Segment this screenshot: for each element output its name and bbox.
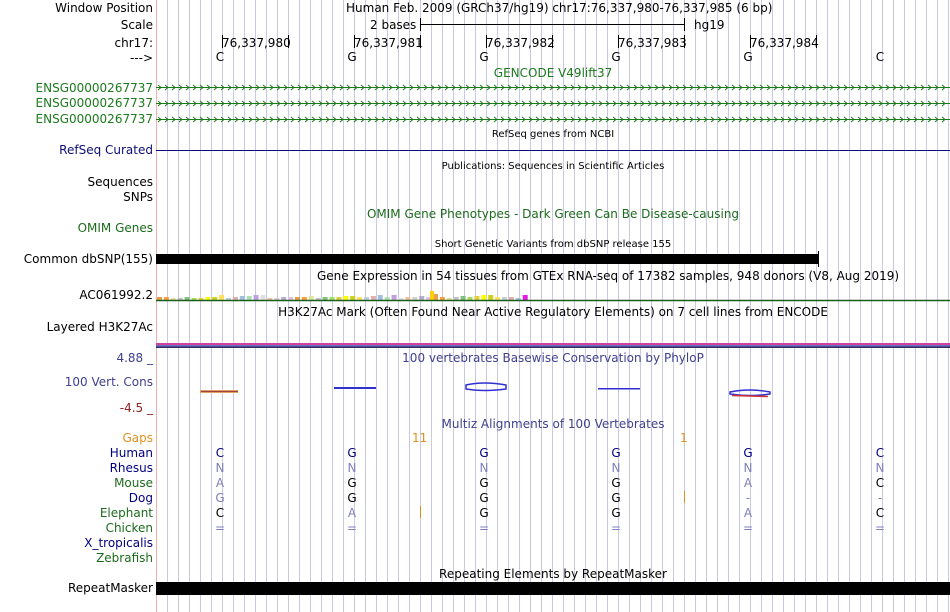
gtex-tissue-bar: [316, 298, 321, 300]
alignment-base: =: [742, 521, 754, 535]
gtex-tissue-bar: [274, 298, 279, 300]
alignment-base: A: [743, 506, 753, 520]
repeatmasker-track-label[interactable]: RepeatMasker: [67, 581, 153, 595]
gtex-tissue-bar: [474, 296, 479, 300]
gencode-track-title[interactable]: GENCODE V49lift37: [493, 66, 613, 80]
alignment-base: =: [478, 521, 490, 535]
gtex-tissue-bar: [254, 295, 259, 300]
gtex-tissue-bar: [447, 298, 452, 300]
species-label[interactable]: Mouse: [114, 476, 153, 490]
scale-label: Scale: [120, 18, 153, 32]
alignment-base: G: [347, 476, 357, 490]
alignment-base: G: [611, 491, 621, 505]
alignment-base: G: [611, 506, 621, 520]
position-tick-label: 76,337,984: [750, 36, 819, 50]
snps-label[interactable]: SNPs: [123, 190, 153, 204]
gtex-track-title[interactable]: Gene Expression in 54 tissues from GTEx RNA-seq of 17382 samples, 948 donors (V8, Aug 2019): [316, 269, 900, 283]
omim-track-title[interactable]: OMIM Gene Phenotypes - Dark Green Can Be Disease-causing: [366, 207, 740, 221]
alignment-base: =: [214, 521, 226, 535]
scale-value: 2 bases: [370, 18, 417, 32]
gtex-tissue-bar: [405, 297, 410, 300]
reference-base: G: [347, 50, 357, 64]
alignment-base: G: [347, 446, 357, 460]
alignment-base: C: [875, 506, 885, 520]
gtex-tissue-bar: [454, 297, 459, 300]
gtex-tissue-bar: [323, 297, 328, 300]
gtex-tissue-bar: [357, 297, 362, 300]
gtex-tissue-bar: [378, 295, 383, 300]
gtex-tissue-bar: [295, 297, 300, 300]
alignment-base: N: [347, 461, 357, 475]
dbsnp-bar: [156, 254, 818, 264]
gtex-tissue-bar: [164, 297, 169, 300]
omim-track-label[interactable]: OMIM Genes: [77, 221, 153, 235]
alignment-base: =: [346, 521, 358, 535]
gtex-tissue-bar: [309, 296, 314, 300]
alignment-base: C: [215, 506, 225, 520]
h3k27ac-track-title[interactable]: H3K27Ac Mark (Often Found Near Active Regulatory Elements) on 7 cell lines from ENCODE: [278, 305, 828, 319]
species-label[interactable]: Chicken: [105, 521, 153, 535]
phylop-value: [466, 383, 506, 391]
gtex-tissue-bar: [502, 297, 507, 300]
gencode-item-label[interactable]: ENSG00000267737: [35, 81, 153, 95]
window-position-value[interactable]: Human Feb. 2009 (GRCh37/hg19) chr17:76,337,980-76,337,985 (6 bp): [346, 1, 773, 15]
gtex-tissue-bar: [302, 297, 307, 300]
position-tick-label: 76,337,981: [354, 36, 423, 50]
gaps-label[interactable]: Gaps: [122, 431, 153, 445]
alignment-base: A: [347, 506, 357, 520]
alignment-base: N: [611, 461, 621, 475]
gtex-tissue-bar: [185, 297, 190, 300]
species-label[interactable]: Elephant: [99, 506, 153, 520]
gtex-tissue-bar: [226, 298, 231, 300]
gtex-tissue-bar: [178, 298, 183, 300]
gtex-tissue-bar: [233, 297, 238, 300]
alignment-base: A: [743, 476, 753, 490]
sequences-label[interactable]: Sequences: [87, 175, 153, 189]
alignment-base: -: [877, 491, 883, 505]
strand-label: --->: [129, 51, 153, 65]
gtex-tissue-bar: [205, 297, 210, 300]
gtex-tissue-bar: [247, 296, 252, 300]
gtex-tissue-bar: [364, 297, 369, 300]
gtex-tissue-bar: [371, 296, 376, 300]
alignment-base: N: [215, 461, 225, 475]
gtex-tissue-bar: [392, 295, 397, 300]
gap-count: 1: [680, 431, 688, 445]
reference-base: C: [215, 50, 225, 64]
h3k27ac-signal: [156, 343, 950, 345]
phylop-max-label: 4.88 _: [116, 351, 153, 365]
species-label[interactable]: Zebrafish: [96, 551, 153, 565]
window-position-label: Window Position: [55, 1, 153, 15]
species-label[interactable]: X_tropicalis: [84, 536, 153, 550]
position-tick-label: 76,337,980: [222, 36, 291, 50]
h3k27ac-signal: [156, 347, 950, 349]
phylop-track-label[interactable]: 100 Vert. Cons: [64, 375, 153, 389]
gtex-tissue-bar: [430, 291, 434, 300]
alignment-base: =: [610, 521, 622, 535]
gtex-tissue-bar: [412, 297, 417, 300]
refseq-track-title[interactable]: RefSeq genes from NCBI: [491, 129, 615, 140]
gtex-tissue-bar: [281, 297, 286, 300]
phylop-value: [598, 388, 640, 390]
gtex-tissue-bar: [419, 296, 424, 300]
gtex-tissue-bar: [171, 298, 176, 300]
position-tick-label: 76,337,982: [486, 36, 555, 50]
gtex-tissue-bar: [385, 297, 390, 300]
phylop-min-label: -4.5 _: [119, 401, 153, 415]
reference-base: G: [743, 50, 753, 64]
alignment-base: -: [745, 491, 751, 505]
gtex-tissue-bar: [488, 295, 493, 300]
gtex-tissue-bar: [516, 298, 521, 300]
gtex-track-label[interactable]: AC061992.2: [79, 288, 153, 302]
gtex-tissue-bar: [350, 296, 355, 300]
alignment-base: G: [611, 446, 621, 460]
gap-count: 11: [412, 431, 428, 445]
gtex-tissue-bar: [399, 298, 404, 300]
publications-track-title[interactable]: Publications: Sequences in Scientific Articles: [441, 161, 665, 172]
alignment-base: G: [479, 491, 489, 505]
repeatmasker-track-title[interactable]: Repeating Elements by RepeatMasker: [439, 567, 667, 581]
alignment-base: G: [479, 506, 489, 520]
alignment-base: G: [215, 491, 225, 505]
gtex-tissue-bar: [461, 296, 466, 300]
gtex-tissue-bar: [468, 297, 473, 300]
alignment-base: G: [479, 446, 489, 460]
phylop-value: [732, 396, 768, 397]
gtex-tissue-bar: [267, 298, 272, 300]
alignment-base: C: [875, 476, 885, 490]
scale-assembly: hg19: [694, 18, 725, 32]
dbsnp-track-title[interactable]: Short Genetic Variants from dbSNP release 155: [434, 239, 672, 250]
gtex-tissue-bar: [336, 297, 341, 300]
position-tick-label: 76,337,983: [618, 36, 687, 50]
alignment-base: G: [743, 446, 753, 460]
refseq-track-label[interactable]: RefSeq Curated: [59, 143, 153, 157]
phylop-value: [334, 387, 376, 389]
phylop-value: [730, 390, 770, 396]
species-label[interactable]: Dog: [128, 491, 153, 505]
gtex-tissue-bar: [261, 295, 266, 300]
gtex-tissue-bar: [240, 296, 245, 300]
phylop-track-title[interactable]: 100 vertebrates Basewise Conservation by PhyloP: [402, 351, 704, 365]
species-label[interactable]: Human: [109, 446, 153, 460]
gtex-tissue-bar: [219, 295, 224, 300]
reference-base: C: [875, 50, 885, 64]
repeatmasker-bar: [156, 582, 950, 595]
alignment-base: N: [743, 461, 753, 475]
gencode-item-label[interactable]: ENSG00000267737: [35, 112, 153, 126]
alignment-base: =: [874, 521, 886, 535]
alignment-base: A: [215, 476, 225, 490]
alignment-base: G: [479, 476, 489, 490]
gtex-tissue-bar: [440, 297, 445, 300]
gtex-tissue-bar: [288, 297, 293, 300]
gtex-tissue-bar: [481, 295, 486, 300]
gencode-item-label[interactable]: ENSG00000267737: [35, 96, 153, 110]
reference-base: G: [479, 50, 489, 64]
species-label[interactable]: Rhesus: [109, 461, 153, 475]
alignment-base: G: [347, 491, 357, 505]
h3k27ac-signal: [156, 345, 950, 347]
dbsnp-track-label[interactable]: Common dbSNP(155): [23, 252, 153, 266]
alignment-base: G: [611, 476, 621, 490]
multiz-track-title[interactable]: Multiz Alignments of 100 Vertebrates: [441, 417, 665, 431]
gtex-tissue-bar: [157, 297, 162, 300]
alignment-base: N: [875, 461, 885, 475]
gtex-tissue-bar: [495, 297, 500, 300]
gtex-tissue-bar: [343, 296, 348, 300]
h3k27ac-track-label[interactable]: Layered H3K27Ac: [46, 320, 153, 334]
gtex-tissue-bar: [523, 295, 528, 300]
gtex-tissue-bar: [212, 297, 217, 300]
alignment-base: C: [875, 446, 885, 460]
alignment-base: N: [479, 461, 489, 475]
gtex-tissue-bar: [192, 298, 197, 300]
alignment-base: C: [215, 446, 225, 460]
reference-base: G: [611, 50, 621, 64]
gtex-tissue-bar: [198, 298, 203, 300]
gtex-tissue-bar: [330, 297, 335, 300]
gtex-tissue-bar: [509, 297, 514, 300]
chrom-label: chr17:: [114, 36, 153, 50]
